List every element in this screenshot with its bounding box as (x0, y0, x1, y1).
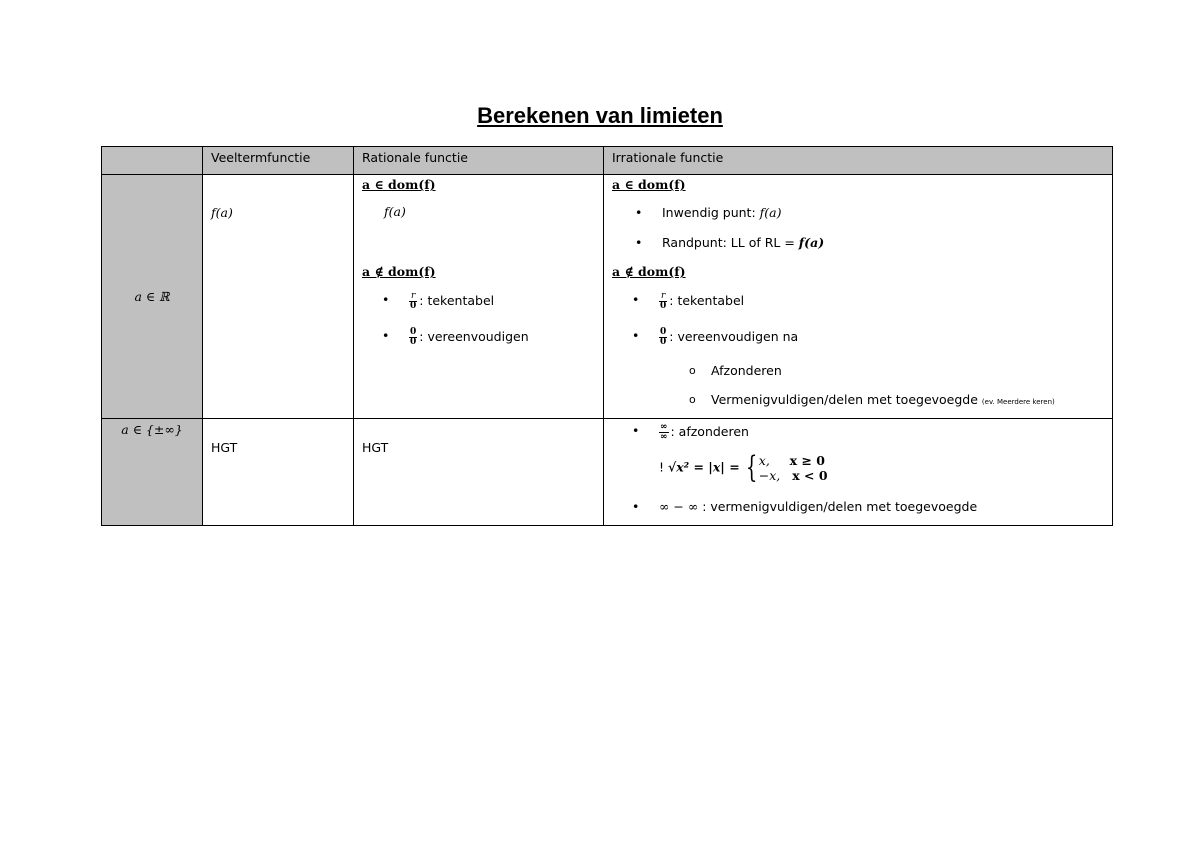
header-row (102, 147, 1113, 175)
header-rationale-functie: Rationale functie (354, 147, 604, 175)
irrationale-item-afzonderen: • $\frac{\infty}{\infty}$ : afzonderen (659, 423, 749, 442)
rationale-in-dom-value: f(a) (384, 204, 406, 219)
irrationale-inwendig-punt: • Inwendig punt: f(a) (662, 205, 781, 220)
irrationale-item-vermenigvuldigen: • ∞ − ∞ : vermenigvuldigen/delen met toegevoegde (659, 499, 977, 514)
row-a-infinity (102, 419, 1113, 526)
cell-irrationale-infinity (604, 419, 1113, 526)
row-label-text: a ∈ ℝ (134, 289, 170, 304)
row-label-infinity-text: a ∈ {±∞} (121, 422, 183, 437)
irrationale-in-dom-heading: a ∈ dom(f) (612, 177, 686, 192)
rationale-not-dom-heading: a ∉ dom(f) (362, 264, 436, 279)
header-empty (102, 147, 203, 175)
limits-table (101, 146, 1113, 526)
veelterm-hgt: HGT (211, 440, 238, 455)
rationale-item-vereenvoudigen: • $\frac{0}{0}$ : vereenvoudigen (409, 328, 529, 347)
rationale-hgt: HGT (362, 440, 389, 455)
row-label-a-infinity (102, 419, 203, 526)
irrationale-not-dom-heading: a ∉ dom(f) (612, 264, 686, 279)
page-title: Berekenen van limieten (477, 103, 723, 128)
cell-veelterm-real (203, 175, 354, 419)
cell-irrationale-real (604, 175, 1113, 419)
row-label-a-in-r (102, 175, 203, 419)
irrationale-abs-note: ! √x² = |x| = { x, x ≥ 0 −x, x < 0 (659, 450, 828, 485)
irrationale-item-vereenvoudigen: • $\frac{0}{0}$ : vereenvoudigen na (659, 328, 798, 347)
irrationale-randpunt: • Randpunt: LL of RL = f(a) (662, 235, 824, 250)
cell-rationale-real (354, 175, 604, 419)
rationale-in-dom-heading: a ∈ dom(f) (362, 177, 436, 192)
cell-veelterm-infinity (203, 419, 354, 526)
irrationale-sub-afzonderen: o Afzonderen (711, 363, 782, 378)
irrationale-item-tekentabel: • $\frac{r}{0}$ : tekentabel (659, 292, 744, 311)
cell-rationale-infinity (354, 419, 604, 526)
rationale-item-tekentabel: • $\frac{r}{0}$ : tekentabel (409, 292, 494, 311)
row-a-in-r (102, 175, 1113, 419)
veelterm-value: f(a) (211, 205, 233, 220)
irrationale-sub-vermenigvuldigen: o Vermenigvuldigen/delen met toegevoegde (ev. Meerdere keren) (711, 392, 1055, 407)
header-veeltermfunctie: Veeltermfunctie (203, 147, 354, 175)
header-irrationale-functie: Irrationale functie (604, 147, 1113, 175)
